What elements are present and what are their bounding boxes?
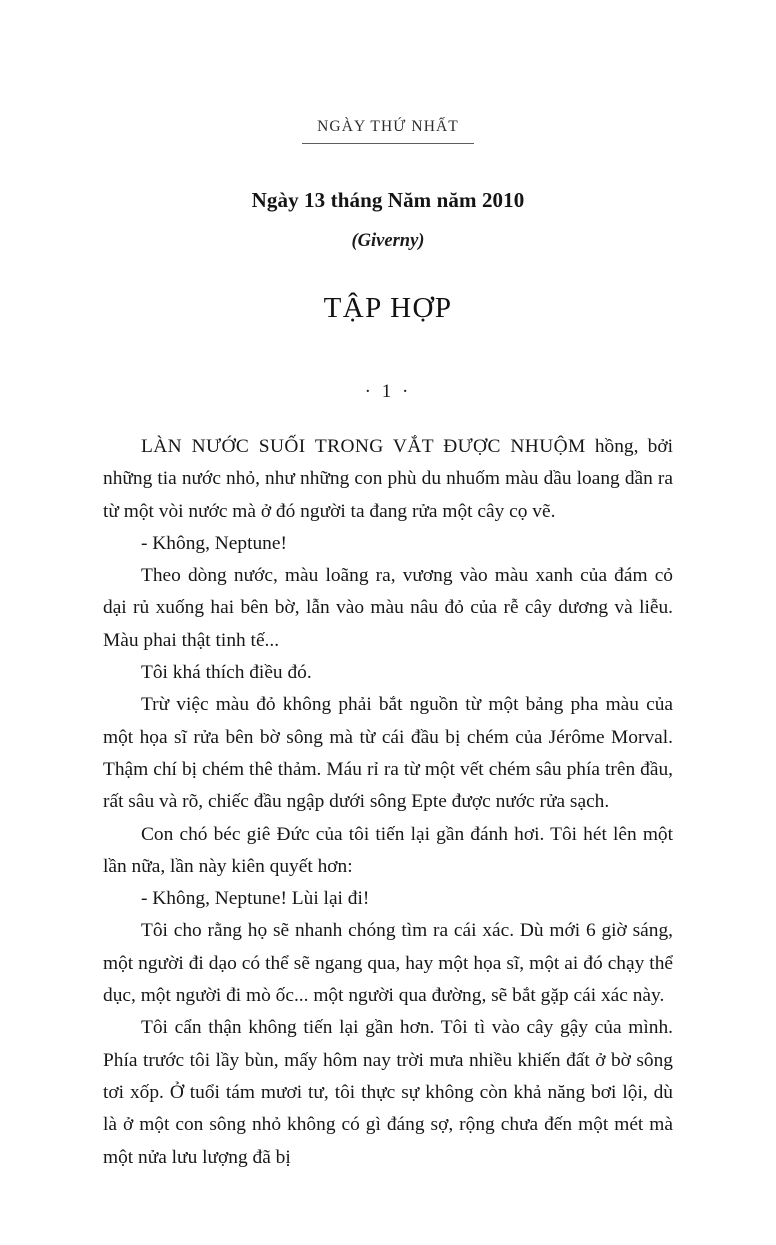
running-head: NGÀY THỨ NHẤT [302,118,474,144]
paragraph: Tôi khá thích điều đó. [141,662,312,684]
paragraph: - Không, Neptune! [141,532,287,554]
date-heading: Ngày 13 tháng Năm năm 2010 [251,188,525,212]
paragraph: Theo dòng nước, màu loãng ra, vương vào màu xanh của đám cỏ dại rủ xuống hai bên bờ, lẫn vào màu nâu đỏ của rễ cây dương và liễu. Màu phai thật tinh tế... [103,565,673,651]
chapter-number: · 1 · [364,381,412,402]
opening-small-caps: LÀN NƯỚC SUỐI TRONG VẮT ĐƯỢC NHUỘM [141,436,586,457]
paragraph: Tôi cho rằng họ sẽ nhanh chóng tìm ra cái xác. Dù mới 6 giờ sáng, một người đi dạo có thể sẽ ngang qua, hay một họa sĩ, một ai đó chạy thể dục, một người đi mò ốc... một người qua đường, sẽ bắt gặp cái xác này. [103,920,673,1007]
body-text [103,431,673,1174]
paragraph: - Không, Neptune! Lùi lại đi! [141,888,370,910]
paragraph: Tôi cẩn thận không tiến lại gần hơn. Tôi tì vào cây gậy của mình. Phía trước tôi lầy bùn, mấy hôm nay trời mưa nhiều khiến đất ở bờ sông tơi xốp. Ở tuổi tám mươi tư, tôi thực sự không còn khả năng bơi lội, dù là ở một con sông nhỏ không có gì đáng sợ, rộng chưa đến một mét mà một nửa lưu lượng đã bị [103,1017,673,1168]
paragraph-text: hồng, bởi những tia nước nhỏ, như những con phù du nhuốm màu dầu loang dần ra từ một vòi nước mà ở đó người ta đang rửa một cây cọ vẽ. [103,436,673,522]
paragraph: Trừ việc màu đỏ không phải bắt nguồn từ một bảng pha màu của một họa sĩ rửa bên bờ sông mà từ cái đầu bị chém của Jérôme Morval. Thậm chí bị chém thê thảm. Máu rỉ ra từ một vết chém sâu phía trên đầu, rất sâu và rõ, chiếc đầu ngập dưới sông Epte được nước rửa sạch. [103,694,673,813]
place-subheading: (Giverny) [351,231,425,251]
paragraph: Con chó béc giê Đức của tôi tiến lại gần đánh hơi. Tôi hét lên một lần nữa, lần này kiên quyết hơn: [103,823,673,877]
section-title: TẬP HỢP [323,292,453,324]
paragraph [103,431,673,528]
